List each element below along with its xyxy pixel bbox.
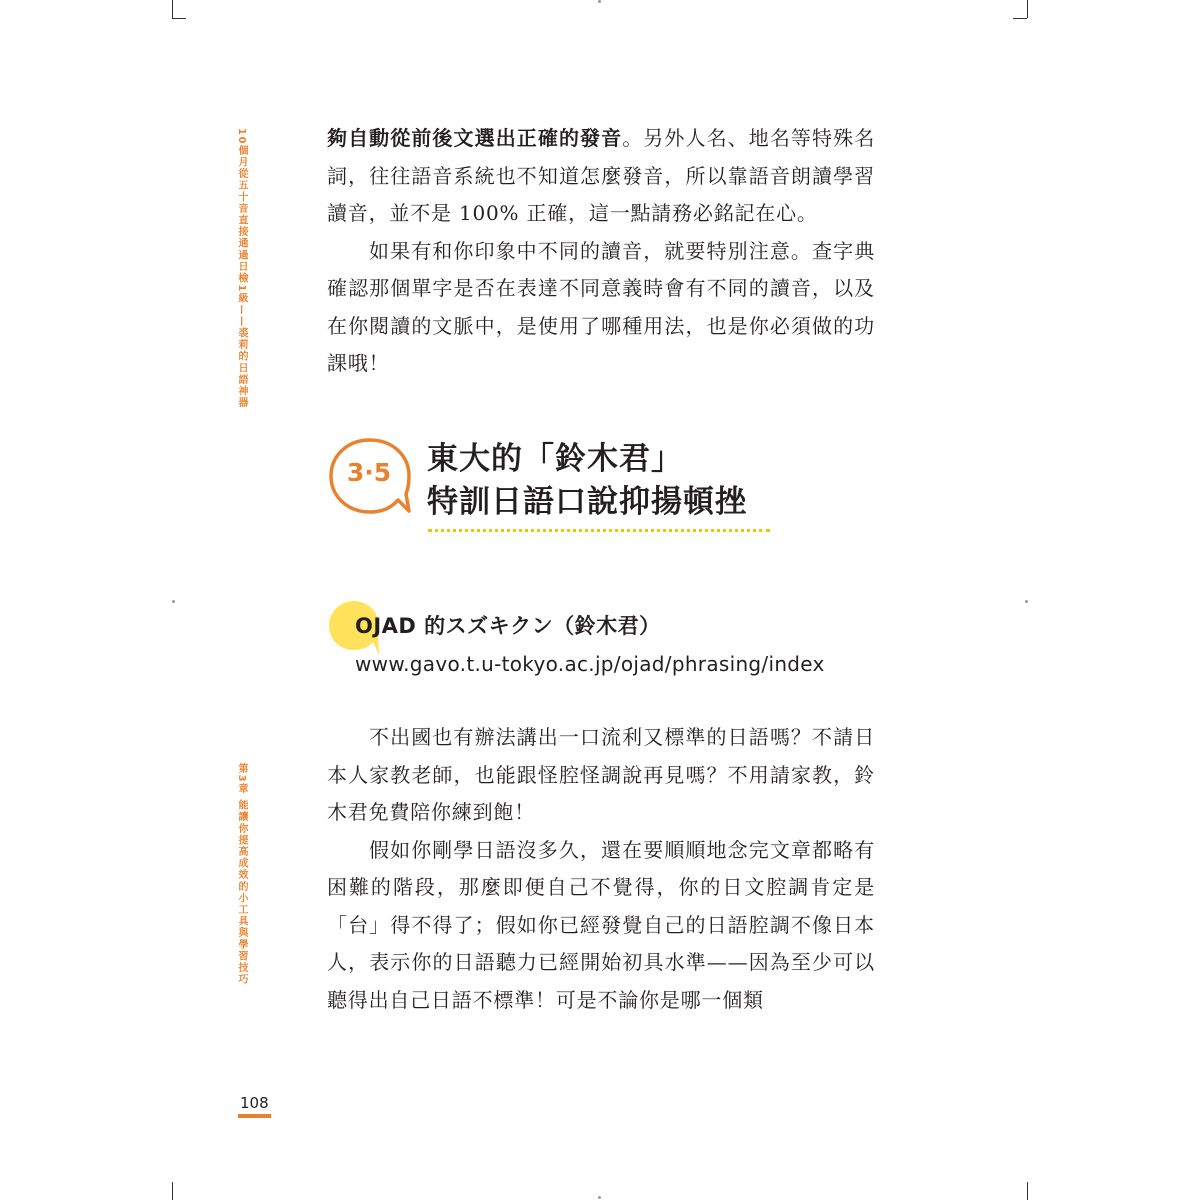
page-number: 108: [240, 1094, 269, 1112]
section-underline: [428, 529, 770, 532]
registration-mark: [598, 0, 601, 3]
paragraph: 如果有和你印象中不同的讀音，就要特別注意。查字典確認那個單字是否在表達不同意義時會有不同的讀音，以及在你閱讀的文脈中，是使用了哪種用法，也是你必須做的功課哦！: [327, 238, 875, 375]
crop-mark: [172, 0, 173, 18]
crop-mark: [1027, 0, 1028, 18]
crop-mark: [172, 1182, 173, 1200]
paragraph: 不出國也有辦法講出一口流利又標準的日語嗎？不請日本人家教老師，也能跟怪腔怪調說再見嗎？不用請家教，鈴木君免費陪你練到飽！: [327, 725, 875, 824]
running-header-chapter-title: 第3章 能讓你提高成效的小工具與學習技巧: [236, 763, 247, 986]
crop-mark: [172, 18, 186, 19]
crop-mark: [1013, 18, 1027, 19]
tool-name: OJAD 的スズキクン（鈴木君）: [355, 614, 661, 638]
paragraph: [327, 120, 875, 233]
bold-lead-text: 夠自動從前後文選出正確的發音: [327, 126, 623, 150]
body-text-bottom: [327, 719, 875, 1019]
paragraph: 假如你剛學日語沒多久，還在要順順地念完文章都略有困難的階段，那麼即便自己不覺得，你的日文腔調肯定是「台」得不得了；假如你已經發覺自己的日語腔調不像日本人，表示你的日語聽力已經開始初具水準——因為至少可以聽得出自己日語不標準！可是不論你是哪一個類: [327, 837, 875, 1012]
registration-mark: [172, 600, 175, 603]
registration-mark: [1025, 600, 1028, 603]
body-text-top: [327, 120, 875, 383]
running-header-book-title: 10個月從五十音直接通過日檢1級——裘莉的日語神器: [236, 128, 247, 409]
tool-url: www.gavo.t.u-tokyo.ac.jp/ojad/phrasing/index: [355, 652, 825, 676]
section-number: 3·5: [346, 458, 392, 487]
section-title: [427, 438, 747, 524]
crop-mark: [1027, 1182, 1028, 1200]
paragraph-text: 。另外人名、地名等特殊名詞，往往語音系統也不知道怎麼發音，所以靠語音朗讀學習讀音，並不是 100% 正確，這一點請務必銘記在心。: [327, 126, 875, 225]
registration-mark: [598, 1196, 601, 1199]
section-title-line: 東大的「鈴木君」: [427, 441, 683, 477]
section-title-line: 特訓日語口說抑揚頓挫: [427, 484, 747, 520]
page-number-underline: [238, 1114, 271, 1118]
